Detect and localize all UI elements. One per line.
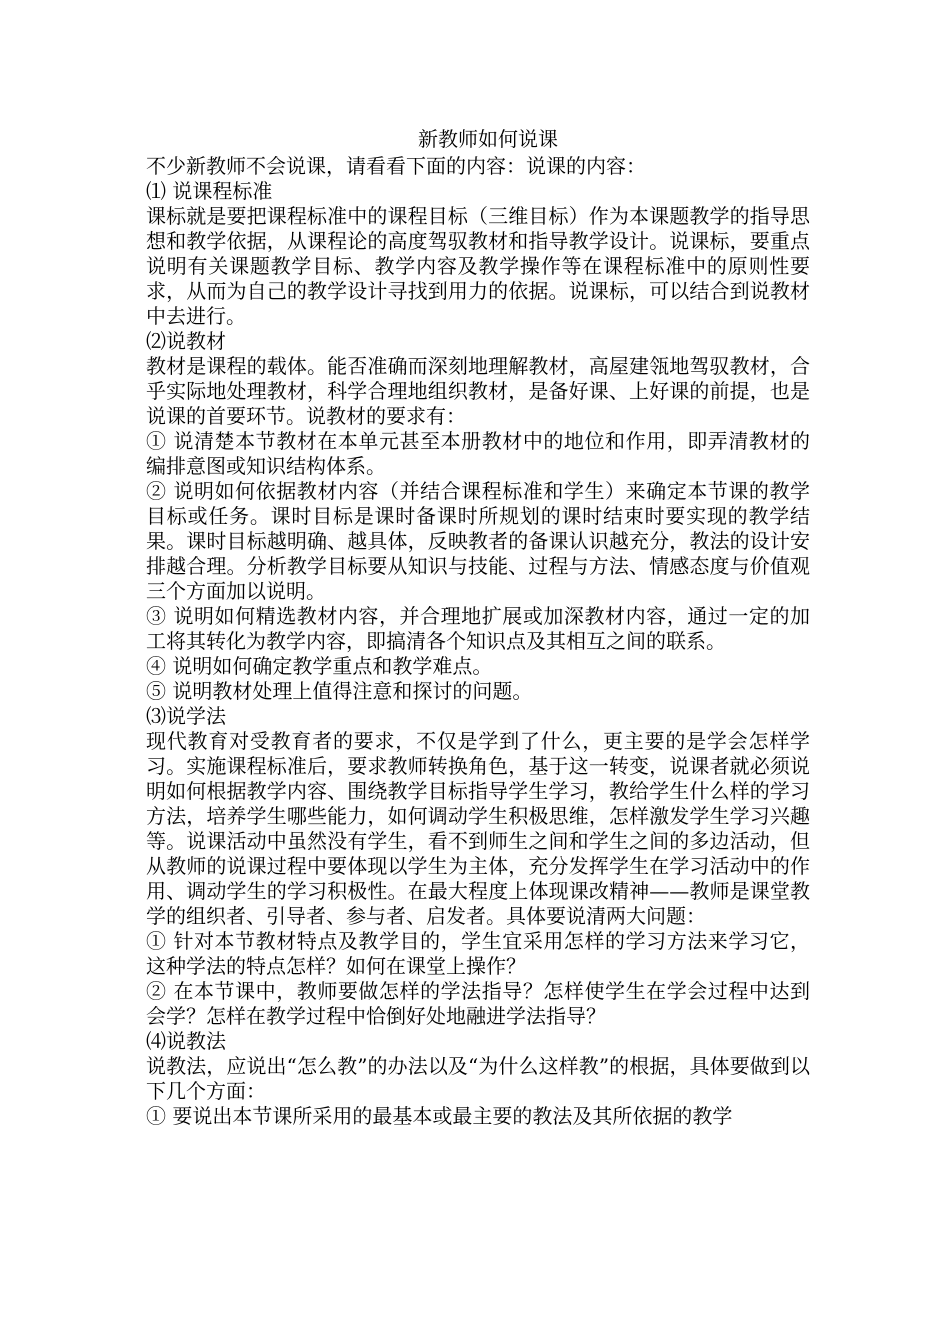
- list-item-learning-method-1: ① 针对本节教材特点及教学目的，学生宜采用怎样的学习方法来学习它，这种学法的特点怎样？如何在课堂上操作？: [146, 929, 810, 978]
- paragraph-teaching-method: 说教法，应说出“怎么教”的办法以及“为什么这样教”的根据，具体要做到以下几个方面：: [146, 1054, 810, 1103]
- section-heading-learning-method: ⑶说学法: [146, 704, 226, 728]
- section-heading-teaching-method: ⑷说教法: [146, 1029, 226, 1053]
- paragraph-learning-method: 现代教育对受教育者的要求，不仅是学到了什么，更主要的是学会怎样学习。实施课程标准后，要求教师转换角色，基于这一转变，说课者就必须说明如何根据教学内容、围绕教学目标指导学生学习，教给学生什么样的学习方法，培养学生哪些能力，如何调动学生积极思维，怎样激发学生学习兴趣等。说课活动中虽然没有学生，看不到师生之间和学生之间的多边活动，但从教师的说课过程中要体现以学生为主体，充分发挥学生在学习活动中的作用、调动学生的学习积极性。在最大程度上体现课改精神——教师是课堂教学的组织者、引导者、参与者、启发者。具体要说清两大问题：: [146, 729, 810, 928]
- paragraph-textbook-intro: 教材是课程的载体。能否准确而深刻地理解教材，高屋建瓴地驾驭教材，合乎实际地处理教材，科学合理地组织教材，是备好课、上好课的前提，也是说课的首要环节。说教材的要求有：: [146, 354, 810, 428]
- section-heading-textbook: ⑵说教材: [146, 329, 226, 353]
- list-item-textbook-5: ⑤ 说明教材处理上值得注意和探讨的问题。: [146, 679, 533, 703]
- list-item-textbook-4: ④ 说明如何确定教学重点和教学难点。: [146, 654, 493, 678]
- intro-paragraph: 不少新教师不会说课，请看看下面的内容：说课的内容：: [146, 154, 646, 178]
- list-item-learning-method-2: ② 在本节课中，教师要做怎样的学法指导？怎样使学生在学会过程中达到会学？怎样在教学过程中恰倒好处地融进学法指导？: [146, 979, 810, 1028]
- list-item-textbook-1: ① 说清楚本节教材在本单元甚至本册教材中的地位和作用，即弄清教材的编排意图或知识结构体系。: [146, 429, 810, 478]
- section-heading-curriculum-standard: ⑴ 说课程标准: [146, 179, 273, 203]
- document-page: [146, 124, 810, 1129]
- list-item-textbook-3: ③ 说明如何精选教材内容，并合理地扩展或加深教材内容，通过一定的加工将其转化为教学内容，即搞清各个知识点及其相互之间的联系。: [146, 604, 810, 653]
- list-item-teaching-method-1: ① 要说出本节课所采用的最基本或最主要的教法及其所依据的教学: [146, 1104, 733, 1128]
- list-item-textbook-2: ② 说明如何依据教材内容（并结合课程标准和学生）来确定本节课的教学目标或任务。课时目标是课时备课时所规划的课时结束时要实现的教学结果。课时目标越明确、越具体，反映教者的备课认识越充分，教法的设计安排越合理。分析教学目标要从知识与技能、过程与方法、情感态度与价值观三个方面加以说明。: [146, 479, 810, 603]
- document-title: 新教师如何说课: [418, 127, 558, 151]
- paragraph-curriculum-standard: 课标就是要把课程标准中的课程目标（三维目标）作为本课题教学的指导思想和教学依据，从课程论的高度驾驭教材和指导教学设计。说课标，要重点说明有关课题教学目标、教学内容及教学操作等在课程标准中的原则性要求，从而为自己的教学设计寻找到用力的依据。说课标，可以结合到说教材中去进行。: [146, 204, 810, 328]
